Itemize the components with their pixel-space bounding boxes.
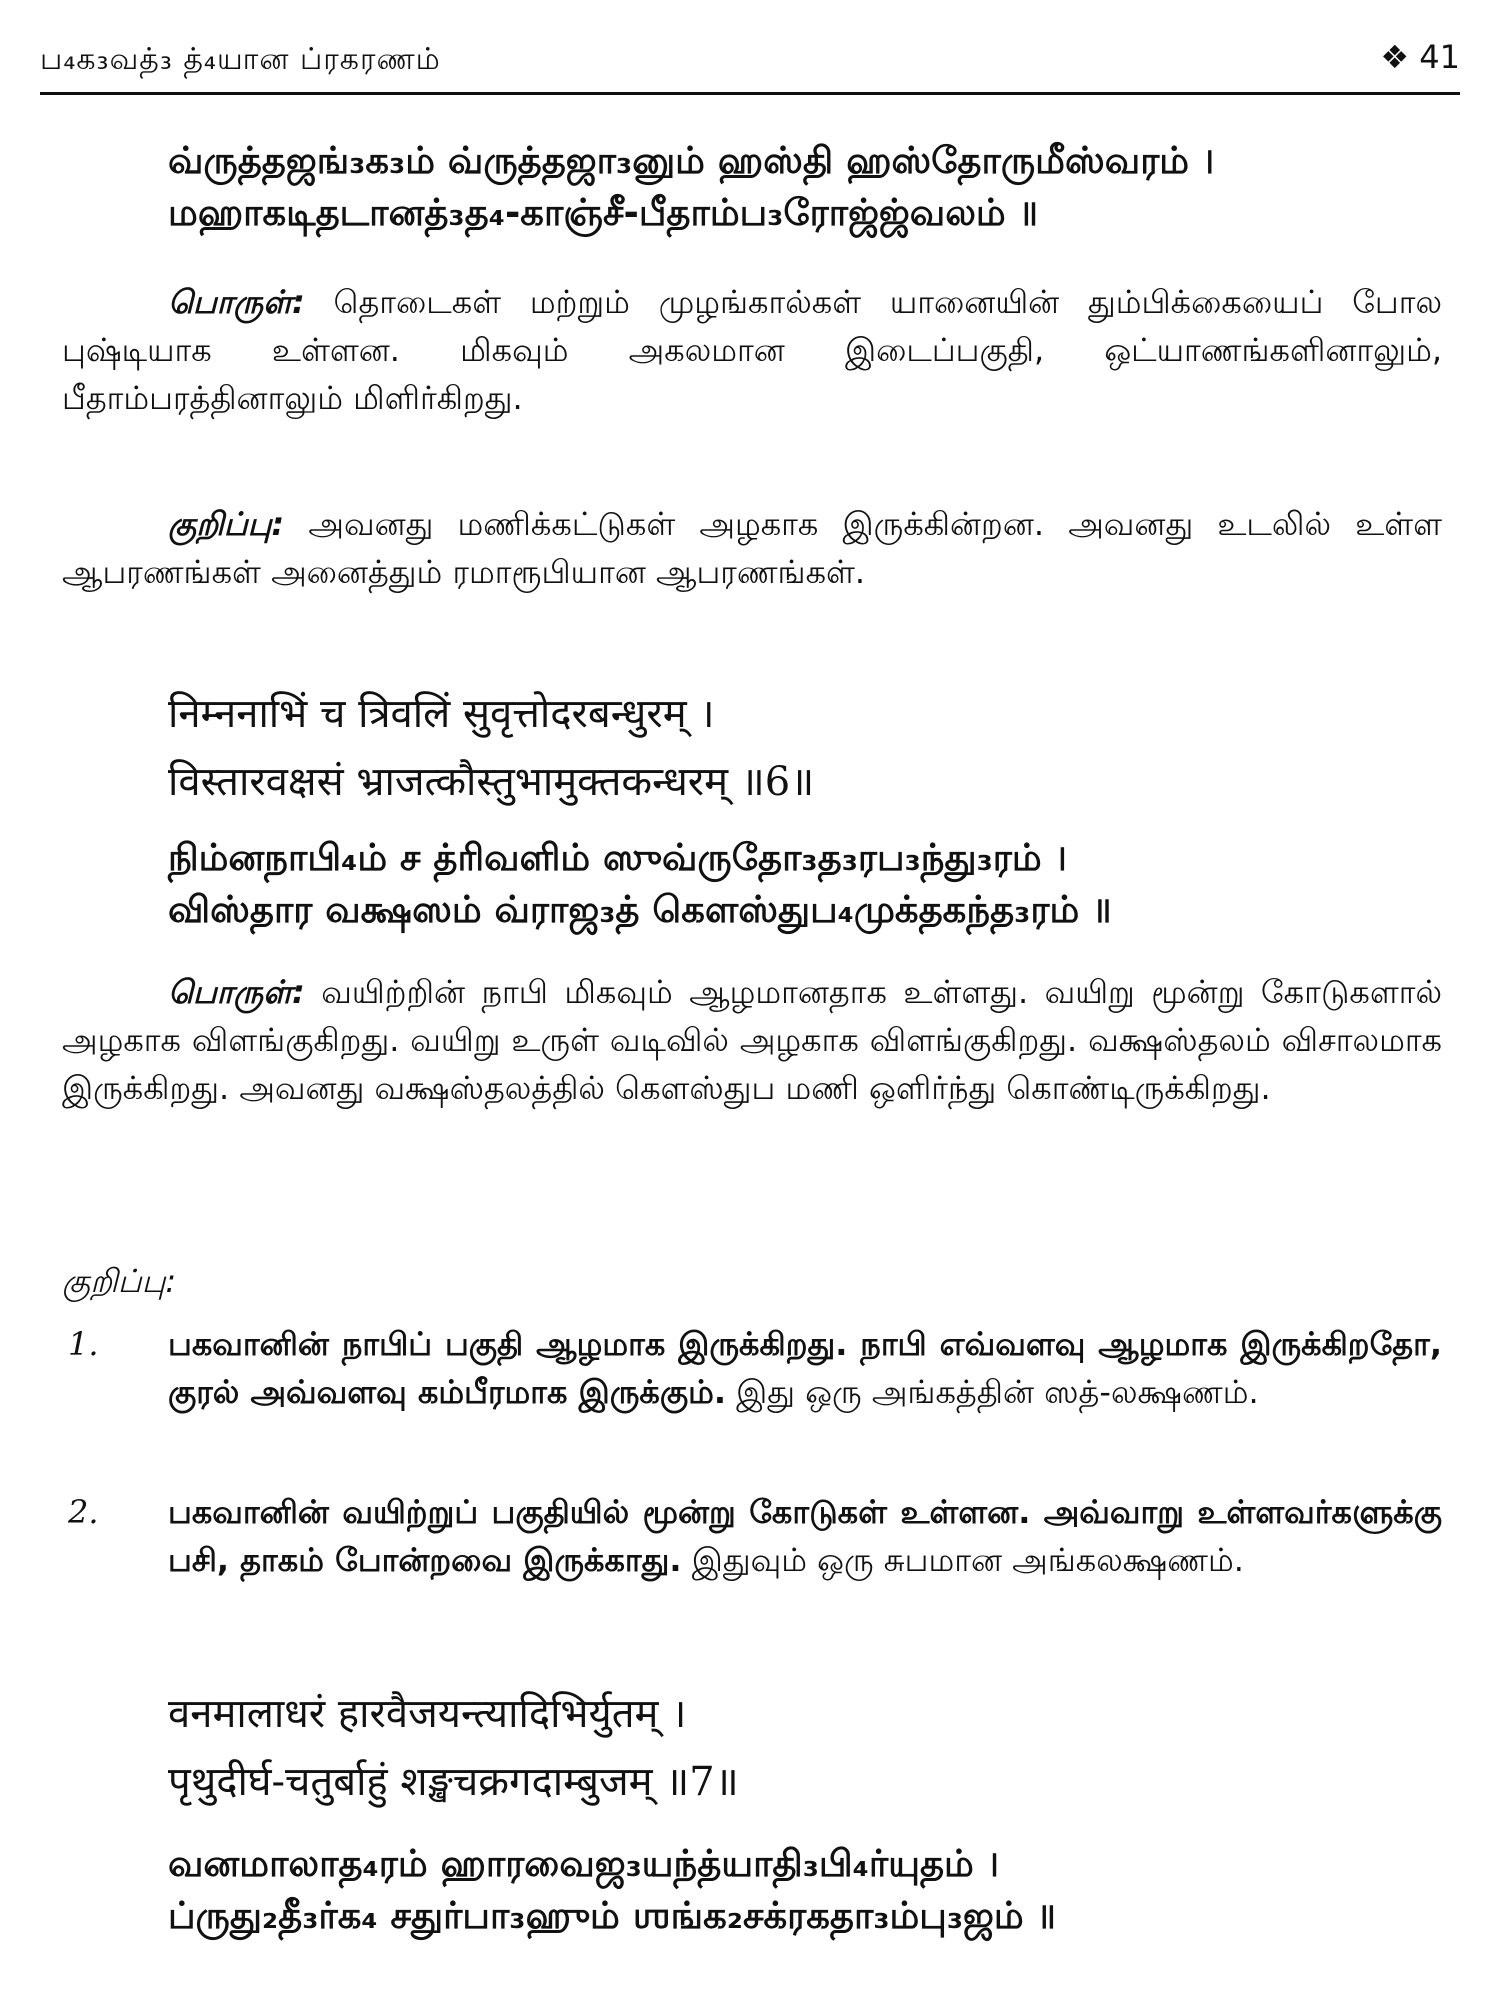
verse6-tamil: [0, 832, 1500, 936]
meaning-label: பொருள்:: [168, 973, 305, 1011]
note-bold-text: பகவானின் நாபிப் பகுதி ஆழமாக இருக்கிறது. நாபி எவ்வளவு ஆழமாக இருக்கிறதோ, குரல் அவ்வளவு கம்பீரமாக இருக்கும்.: [168, 1325, 1442, 1411]
note-number: 1.: [68, 1325, 99, 1363]
meaning-text: தொடைகள் மற்றும் முழங்கால்கள் யானையின் தும்பிக்கையைப் போல புஷ்டியாக உள்ளன. மிகவும் அகலமான இடைப்பகுதி, ஒட்யாணங்களினாலும், பீதாம்பரத்தினாலும் மிளிர்கிறது.: [62, 283, 1443, 417]
note-item-2: [0, 1488, 1500, 1584]
header-rule: [40, 92, 1460, 95]
sanskrit-line: वनमालाधरं हारवैजयन्त्यादिभिर्युतम् ।: [168, 1691, 687, 1737]
meaning-text: வயிற்றின் நாபி மிகவும் ஆழமானதாக உள்ளது. வயிறு மூன்று கோடுகளால் அழகாக விளங்குகிறது. வயிறு உருள் வடிவில் அழகாக விளங்குகிறது. வக்ஷஸ்தலம் விசாலமாக இருக்கிறது. அவனது வக்ஷஸ்தலத்தில் கௌஸ்துப மணி ஒளிர்ந்து கொண்டிருக்கிறது.: [62, 973, 1443, 1107]
verse7-tamil: [0, 1838, 1500, 1942]
verse-line: மஹாகடிதடானத்₃த₄-காஞ்சீ-பீதாம்ப₃ரோஜ்ஜ்வலம் ॥: [168, 191, 1038, 234]
note-plain-text: இதுவும் ஒரு சுபமான அங்கலக்ஷணம்.: [681, 1541, 1244, 1579]
verse-line: விஸ்தார வக்ஷஸம் வ்ராஜ₃த் கௌஸ்துப₄முக்தகந்த₃ரம் ॥: [168, 888, 1112, 931]
verse-line: வனமாலாத₄ரம் ஹாரவைஜ₃யந்த்யாதி₃பி₄ர்யுதம் ।: [168, 1842, 999, 1885]
note-item-1: [0, 1320, 1500, 1416]
page-header: [40, 38, 1460, 88]
running-title: ப₄க₃வத்₃ த்₄யான ப்ரகரணம்: [40, 42, 441, 77]
sanskrit-line: पृथुदीर्घ-चतुर्बाहुं शङ्खचक्रगदाम्बुजम् ॥7॥: [168, 1759, 739, 1805]
verse-line: நிம்னநாபி₄ம் ச த்ரிவளிம் ஸுவ்ருதோ₃த₃ரப₃ந்து₃ரம் ।: [168, 836, 1067, 879]
note-number: 2.: [68, 1493, 99, 1531]
verse-line: ப்ருது₂தீ₃ர்க₄ சதுர்பா₃ஹும் ஶங்க₂சக்ரகதா₃ம்பு₃ஜம் ॥: [168, 1894, 1056, 1937]
notes-heading: குறிப்பு:: [62, 1262, 177, 1300]
note-plain-text: இது ஒரு அங்கத்தின் ஸத்-லக்ஷணம்.: [725, 1373, 1259, 1411]
meaning-paragraph-1: [0, 278, 1500, 422]
verse7-sanskrit: [0, 1680, 1500, 1816]
sanskrit-line: निम्ननाभिं च त्रिवलिं सुवृत्तोदरबन्धुरम् ।: [168, 691, 715, 737]
verse5-tamil: [0, 135, 1500, 239]
meaning-label: பொருள்:: [168, 283, 305, 321]
verse6-sanskrit: [0, 680, 1500, 816]
note-text: அவனது மணிக்கட்டுகள் அழகாக இருக்கின்றன. அவனது உடலில் உள்ள ஆபரணங்கள் அனைத்தும் ரமாரூபியான ஆபரணங்கள்.: [62, 505, 1442, 591]
note-label: குறிப்பு:: [168, 505, 285, 543]
verse-line: வ்ருத்தஜங்₃க₃ம் வ்ருத்தஜா₃னும் ஹஸ்தி ஹஸ்தோருமீஸ்வரம் ।: [168, 139, 1215, 182]
meaning-paragraph-2: [0, 968, 1500, 1112]
page-number: ❖ 41: [1380, 38, 1460, 76]
note-bold-text: பகவானின் வயிற்றுப் பகுதியில் மூன்று கோடுகள் உள்ளன. அவ்வாறு உள்ளவர்களுக்கு பசி, தாகம் போன்றவை இருக்காது.: [168, 1493, 1442, 1579]
sanskrit-line: विस्तारवक्षसं भ्राजत्कौस्तुभामुक्तकन्धरम् ॥6॥: [168, 759, 815, 805]
note-paragraph-1: [0, 500, 1500, 596]
